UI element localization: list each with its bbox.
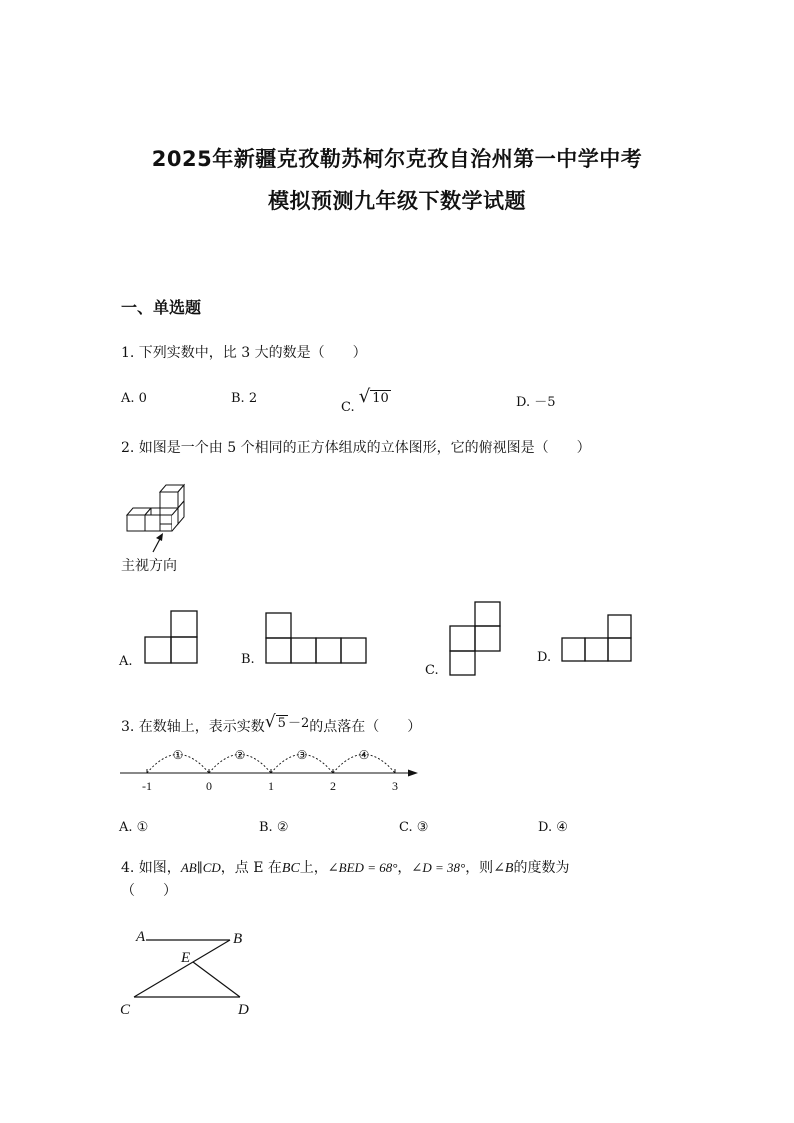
section-heading: 一、单选题 xyxy=(121,298,202,317)
option-letter: A. xyxy=(121,391,135,406)
q3-option-b xyxy=(259,820,288,835)
stem-suffix: 的点落在（ ） xyxy=(309,719,422,735)
page-title-line1: 2025年新疆克孜勒苏柯尔克孜自治州第一中学中考 xyxy=(151,147,643,171)
segment-label: ③ xyxy=(296,748,308,762)
cube-face xyxy=(145,515,160,531)
option-letter: A. xyxy=(119,820,133,835)
option-value: ① xyxy=(136,820,149,835)
question-4-stem-line2: （ ） xyxy=(121,883,177,899)
sqrt-10 xyxy=(359,386,391,407)
axis-label: -1 xyxy=(142,779,152,793)
axis-label: 2 xyxy=(330,779,336,793)
stem-prefix: 3. 在数轴上，表示实数 xyxy=(121,719,265,735)
option-letter: C. xyxy=(399,820,413,835)
option-letter: D. xyxy=(516,395,531,410)
axis-label: 0 xyxy=(206,779,212,793)
option-letter: B. xyxy=(259,820,273,835)
q2-option-b-letter: B. xyxy=(241,652,255,667)
math-angle-b: ∠B xyxy=(493,861,514,876)
radicand: 5 xyxy=(277,716,286,731)
point-label-b: B xyxy=(233,931,243,947)
segment-label: ① xyxy=(172,748,184,762)
view-direction-label: 主视方向 xyxy=(121,558,177,574)
question-4-stem xyxy=(121,857,569,877)
question-3-stem xyxy=(121,712,421,736)
stem-part: 4. 如图， xyxy=(121,860,181,876)
q1-option-c xyxy=(341,386,391,415)
math-angle-bed: ∠BED = 68° xyxy=(327,860,398,875)
q2-option-a-figure xyxy=(144,610,200,666)
q2-option-d-letter: D. xyxy=(537,650,552,665)
axis-label: 1 xyxy=(268,779,274,793)
point-label-a: A xyxy=(136,929,146,945)
q1-option-a xyxy=(121,391,147,406)
segment-label: ④ xyxy=(358,748,370,762)
stem-part: 上， xyxy=(299,860,328,876)
page-title-line2: 模拟预测九年级下数学试题 xyxy=(268,189,526,213)
question-1-stem: 1. 下列实数中，比 3 大的数是（ ） xyxy=(121,345,367,361)
stem-part: ， xyxy=(397,860,412,876)
cube-face xyxy=(127,515,145,531)
q1-option-b xyxy=(231,391,257,406)
option-value: ② xyxy=(276,820,289,835)
q2-option-b-figure xyxy=(265,612,369,666)
q2-option-c-figure xyxy=(449,601,503,679)
q3-option-c xyxy=(399,820,428,835)
q3-option-d xyxy=(538,820,568,835)
point-label-e: E xyxy=(181,950,191,966)
axis-label: 3 xyxy=(392,779,398,793)
option-letter: B. xyxy=(231,391,245,406)
geometry-figure xyxy=(116,924,266,1024)
radicand: 10 xyxy=(372,391,389,406)
q1-option-d xyxy=(516,391,556,410)
math-ab-cd: AB∥CD xyxy=(180,860,221,875)
option-letter: C. xyxy=(341,400,355,415)
axis-arrow xyxy=(408,770,418,777)
sqrt-5 xyxy=(265,712,288,732)
q2-option-d-figure xyxy=(561,614,635,664)
stem-part: ，则 xyxy=(465,860,494,876)
segment-bc xyxy=(134,940,230,997)
radical-sign: √ xyxy=(358,386,371,407)
option-value: ④ xyxy=(556,820,568,835)
option-value: ③ xyxy=(416,820,429,835)
number-line xyxy=(118,742,428,796)
q2-option-c-letter: C. xyxy=(425,663,439,678)
minus-two: －2 xyxy=(287,716,310,731)
math-bc: BC xyxy=(281,861,300,876)
option-value: 2 xyxy=(248,391,258,406)
point-label-c: C xyxy=(120,1002,131,1018)
option-value: －5 xyxy=(534,395,556,410)
cube-face xyxy=(160,492,178,508)
segment-label: ② xyxy=(234,748,246,762)
q3-option-a xyxy=(119,820,148,835)
option-letter: D. xyxy=(538,820,553,835)
radical-sign: √ xyxy=(264,712,276,732)
option-value: 0 xyxy=(138,391,147,406)
q2-option-a-letter: A. xyxy=(119,654,133,669)
question-2-stem: 2. 如图是一个由 5 个相同的正方体组成的立体图形，它的俯视图是（ ） xyxy=(121,440,591,456)
stem-part: 的度数为 xyxy=(513,860,570,876)
math-angle-d: ∠D = 38° xyxy=(411,860,466,875)
cube-solid-figure xyxy=(120,478,200,558)
stem-part: ，点 E 在 xyxy=(220,860,282,876)
segment-ed xyxy=(193,962,240,997)
point-label-d: D xyxy=(238,1002,249,1018)
